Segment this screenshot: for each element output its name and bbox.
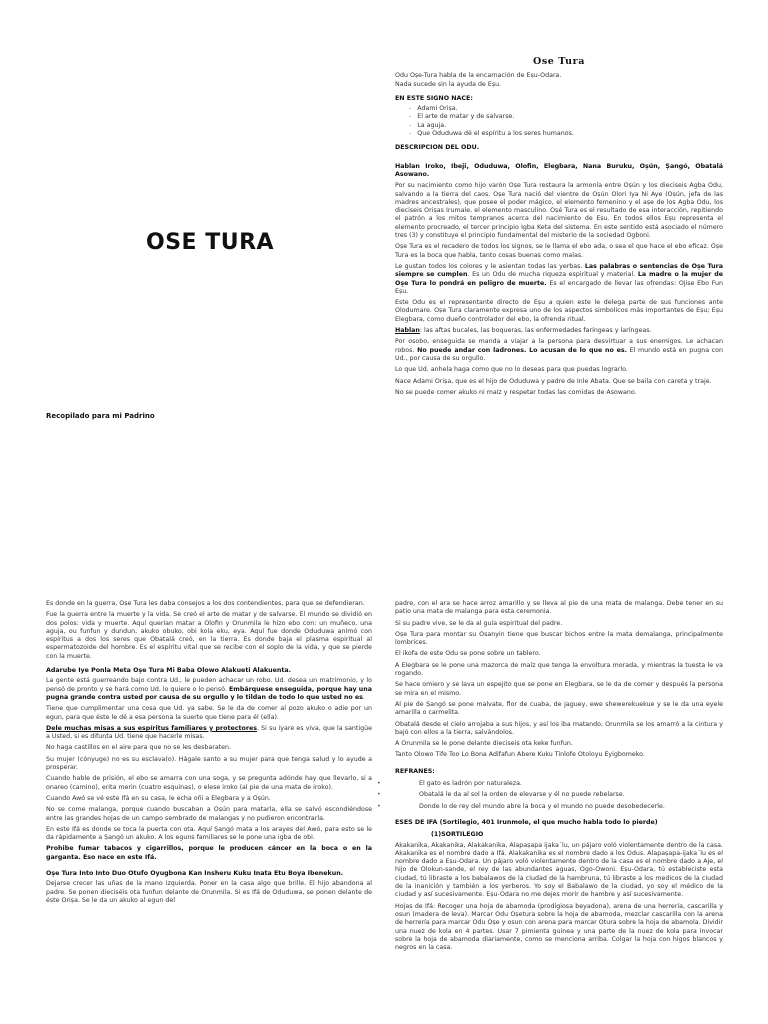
list-item: - El arte de matar y de salvarse. xyxy=(409,113,723,121)
text-span: El mundo está en pugna con Ud., por causa de su orgullo. xyxy=(395,346,723,362)
paragraph: No haga castillos en el aire para que no se les desbaraten. xyxy=(46,744,232,752)
bold-text: No puede andar con ladrones. Lo acusan de lo que no es. xyxy=(417,346,628,354)
section-heading: Adarube Iye Ponla Meta Oṣe Tura Mi Baba Olowo Alakueti Alakuenta. xyxy=(46,667,292,675)
text-span: Le gustan todos los colores y le asientan todas las yerbas. xyxy=(395,262,585,270)
underlined-heading: Dele muchas misas a sus espíritus familiares y protectores xyxy=(46,724,257,732)
paragraph: Tiene que cumplimentar una cosa que Ud. ya sabe. Se le da de comer al pozo akuko o adie por un egun, para que éste le dé a esa persona la suerte que tiene para él (ella). xyxy=(46,705,372,721)
paragraph: Su mujer (cónyuge) no es su esclava(o). Hágale santo a su mujer para que tenga salud y lo ayude a prosperar. xyxy=(46,755,372,772)
bold-text: Hablan Iroko, Ibeji, Oduduwa, Olofin, Elegbara, Nana Buruku, Oṣún, Ṣangó, Obatalá Asowano. xyxy=(395,162,723,178)
paragraph xyxy=(395,163,723,180)
page-2 xyxy=(0,590,768,1024)
paragraph: Tanto Olowo Tife Too Lo Bona Adifafun Abere Kuku Tinlofe Otoloyu Eyigbomeko. xyxy=(395,751,645,759)
list-item: - Adami Oriṣa. xyxy=(409,105,723,113)
paragraph xyxy=(395,338,723,363)
paragraph: Este Odu es el representante directo de Eṣu a quien este le delega parte de sus funciones ante Olodumare. Oṣe Tura claramente expresa uno de los aspectos simbolicos más importantes de Eṣu; Eṣu Elegbara, como dueño controlador del ebo, la ofrenda ritual. xyxy=(395,299,723,323)
paragraph: El ikofa de este Odu se pone sobre un tablero. xyxy=(395,650,541,658)
intro-column xyxy=(395,58,723,400)
paragraph: Nace Adami Oriṣa, que es el hijo de Oduduwa y padre de Inle Abata. Que se baila con careta y traje. xyxy=(395,377,712,385)
refranes-list xyxy=(395,780,723,811)
paragraph xyxy=(46,725,372,742)
eses-heading: ESES DE IFA (Sortilegio, 401 Irunmole, el que mucho habla todo lo pierde) xyxy=(395,818,658,826)
born-list xyxy=(395,105,723,138)
underlined-heading: Hablan xyxy=(395,327,420,335)
left-column xyxy=(46,600,372,908)
list-item: - La aguja. xyxy=(409,122,723,130)
paragraph: Cuando Awó se vé este Ifá en su casa, le echa oñi a Elegbara y a Oṣún. xyxy=(46,794,271,802)
paragraph: Se hace omiero y se lava un espejito que se pone en Elegbara, se le da de comer y después la persona se mira en el mismo. xyxy=(395,681,723,697)
paragraph: Hojas de Ifá: Recoger una hoja de abamoda (prodigiosa beyadona), arena de una herrería, cascarilla y osun (madera de leva). Marcar Odu Oṣetura sobre la hoja de abamoda, mezclar cascarilla con la arena de herrería para marcar Odu Oṣe y osun con arena para marcar Otura sobre la hoja de abamola. Dividir una nuez de kola en 4 partes. Usar 7 pimienta guinea y una parte de la nuez de kola para invocar sobre la hoja de abamoda diariamente, como se menciona arriba. Colgar la hoja con higos blancos y negros en la casa. xyxy=(395,902,723,952)
paragraph: Oṣe Tura es el recadero de todos los signos, se le llama el ebo ada, o sea el que hace el ebo eficaz. Oṣe Tura es la boca que habla, tanto cosas buenas como malas. xyxy=(395,243,723,259)
paragraph: A Orunmila se le pone delante dieciseis ota keke funfun. xyxy=(395,740,573,748)
paragraph: Fue la guerra entre la muerte y la vida. Se creó el arte de matar y de salvarse. El mundo se dividió en dos polos: vida y muerte. Aquí querían matar a Olofin y Orunmila le hizo ebo con: un muñeco, una aguja, ou funfun y dundun, akuko obuko, obi kola eku, eya. Aquí fue donde Oduduwa animó con espíritus a dos los seres que Obatalá creó, en la tierra. Es donde baja el plasma espiritual al espermatozoide del hombre. Es el espíritu vital que se recibe con el soplo de la vida, y que se pierde con la muerte. xyxy=(46,611,372,660)
text-span: : las aftas bucales, las boqueras, las enfermedades faríngeas y laríngeas. xyxy=(419,327,652,335)
born-heading: EN ESTE SIGNO NACE: xyxy=(395,94,473,102)
refranes-heading: REFRANES: xyxy=(395,767,435,775)
desc-heading: DESCRIPCION DEL ODU. xyxy=(395,144,480,152)
sortilegio-heading: (1)SORTILEGIO xyxy=(431,831,484,839)
bold-text: Prohibe fumar tabacos y cigarrillos, porque le producen cáncer en la boca o en la garganta. Eso nace en este Ifá. xyxy=(46,845,372,861)
intro-line: Odu Oṣe-Tura habla de la encarnación de Eṣu-Odara. xyxy=(395,72,562,80)
paragraph: Dejarse crecer las uñas de la mano izquierda. Poner en la casa algo que brille. El hijo abandona al padre. Se ponen dieciséis ota funfun delante de Orunmila. Si es Ifá de Oduduwa, se ponen delante de éste Oriṣa. Se le da un akuko al egun del xyxy=(46,880,372,904)
paragraph: Por su nacimiento como hijo varón Oṣe Tura restaura la armonía entre Oṣún y los dieciseis Agba Odu, salvando a la tierra del caos. Oṣe Tura nació del vientre de Oṣún Olori Iya Ni Aye (Oṣún, jefa de las madres ancestrales), que posee el poder mágico, el elemento femenino y el aṣe de los Agba Odu, los dieciseis Oriṣas Irumale, el elemento masculino. Oṣé Tura es el resultado de esa interacción, repitiendo el patrón a los mitos tempranos acerca del nacimiento de Eṣu. En todos ellos Eṣu representa el elemento procreado, el tercer principio Igba Keta del sistema. En este sentido está asociado el número tres (3) y constituye el principio fundamental del misterio de la sociedad Ogboni. xyxy=(395,182,723,240)
bold-text: Las palabras o sentencias de Oṣe Tura siempre se cumplen xyxy=(395,262,723,279)
text-span: . xyxy=(362,693,365,701)
paragraph: Oṣe Tura para montar su Osanyin tiene que buscar bichos entre la mata demalanga, principalmente lombrices. xyxy=(395,630,723,647)
paragraph: En este Ifá es donde se toca la puerta con ota. Aquí Ṣangó mata a los arayes del Awó, para esto se le da rápidamente a Ṣangó un akuko. A los eguns familiares se le pone una igba de obi. xyxy=(46,825,372,842)
list-item: • Obatalá le da al sol la orden de elevarse y él no puede rebelarse. xyxy=(419,791,723,799)
right-column xyxy=(395,600,723,955)
paragraph: Cuando hable de prisión, el ebo se amarra con una soga, y se pregunta adónde hay que llevarlo, si a onareo (camino), erita merin (cuatro esquinas), o elese iroko (al pie de una mata de iroko). xyxy=(46,775,372,791)
paragraph: Obatalá desde el cielo arrojaba a sus hijos, y así los iba matando, Orunmila se los amarró a la cintura y bajó con ellos a la tierra, salvándolos. xyxy=(395,720,723,736)
text-span: . Es un Odu de mucha riqueza espiritual y material. xyxy=(467,271,638,279)
paragraph: padre, con el ara se hace arroz amarillo y se lleva al pie de una mata de malanga. Debe tener en su patio una mata de malanga para esta ceremonia. xyxy=(395,600,723,616)
paragraph xyxy=(46,677,372,702)
list-item: • El gato es ladrón por naturaleza. xyxy=(419,780,723,788)
paragraph: Si su padre vive, se le da al guía espiritual del padre. xyxy=(395,619,563,627)
list-item: - Que Oduduwa dé el espíritu a los seres humanos. xyxy=(409,130,723,138)
intro-line: Nada sucede sin la ayuda de Eṣu. xyxy=(395,80,502,88)
paragraph xyxy=(46,845,372,862)
paragraph: No se puede comer akuko ni maíz y respetar todas las comidas de Asowano. xyxy=(395,388,637,396)
paragraph: Akakanika, Akakanika, Alakakanika, Alapaṣapa ijaka´lu, un pájaro voló violentamente dentro de la casa. Akakanika es el nombre dado a Ifá. Alakakanika es el nombre dado a los Odus. Alapaṣapa-ijaka´lu es el nombre dado a Eṣu-Odara. Un pájaro voló violentamente dentro de la casa es el nombre dado a Aje, el hijo de Olokun-sande, el rey de las abundantes aguas, Ogo-Owoni. Eṣu-Odara, tú estableciste esta ciudad, tú libraste a los babalawos de la ciudad de la hambruna, tú libraste a los medicos de la ciudad de la inanición y también a los yerberos. Yo soy el Babalawo de la ciudad, yo soy el médico de la ciudad y así sucesivamente. Eṣu-Odara no me dejes morir de hambre y así sucesivamente. xyxy=(395,841,723,899)
paragraph: Al pie de Ṣangó se pone malvate, flor de cuaba, de jaguey, ewe shewerekuekue y se le da una eyele amarilla o carmelita. xyxy=(395,700,723,717)
bold-text: Embárquese enseguida, porque hay una pugna grande contra usted por causa de su orgullo y lo tildan de todo lo que usted no es xyxy=(46,685,373,701)
paragraph xyxy=(395,263,723,296)
text-span: . Si su iyare es viva, que la santigüe a Usted, si es difunta Ud. tiene que hacerle misas. xyxy=(46,724,372,741)
compiled-by: Recopilado para mi Padrino xyxy=(46,412,155,420)
text-span: La gente está guerreando bajo contra Ud., le pueden achacar un robo. Ud. desea un matrimonio, y lo pensó de pronto y se hará como Ud. lo quiere o lo pensó. xyxy=(46,677,372,693)
paragraph: Lo que Ud. anhela haga como que no lo deseas para que puedas lograrlo. xyxy=(395,366,628,374)
bold-text: La madre o la mujer de Oṣe Tura lo pondrá en peligro de muerte. xyxy=(395,271,723,287)
text-span: Es el encargado de llevar las ofrendas: Ojise Ebo Fun Eṣu. xyxy=(395,279,723,295)
section-heading: Oṣe Tura Into Into Duo Otufo Oyugbona Kan Insheru Kuku Inata Etu Boya Ibenekun. xyxy=(46,870,344,878)
paragraph: Es donde en la guerra, Oṣe Tura les daba consejos a los dos contendientes, para que se defendieran. xyxy=(46,600,365,607)
paragraph xyxy=(395,327,723,335)
paragraph: No se come malanga, porque cuando buscaban a Oṣún para matarla, ella se salvó escondiéndose entre las grandes hojas de un campo sembrado de malangas y no pudieron encontrarla. xyxy=(46,806,372,822)
list-item: • Donde lo de rey del mundo abre la boca y el mundo no puede desobedecerle. xyxy=(419,803,723,811)
paragraph: A Elegbara se le pone una mazorca de maíz que tenga la envoltura morada, y mientras la tuesta le va rogando. xyxy=(395,661,723,678)
cover-title: OSE TURA xyxy=(146,230,275,255)
text-span: Por osobo, enseguida se manda a viajar a la persona para desvirtuar a sus enemigos. Le achacan robos. xyxy=(395,338,723,354)
doc-title: Ose Tura xyxy=(532,56,586,67)
